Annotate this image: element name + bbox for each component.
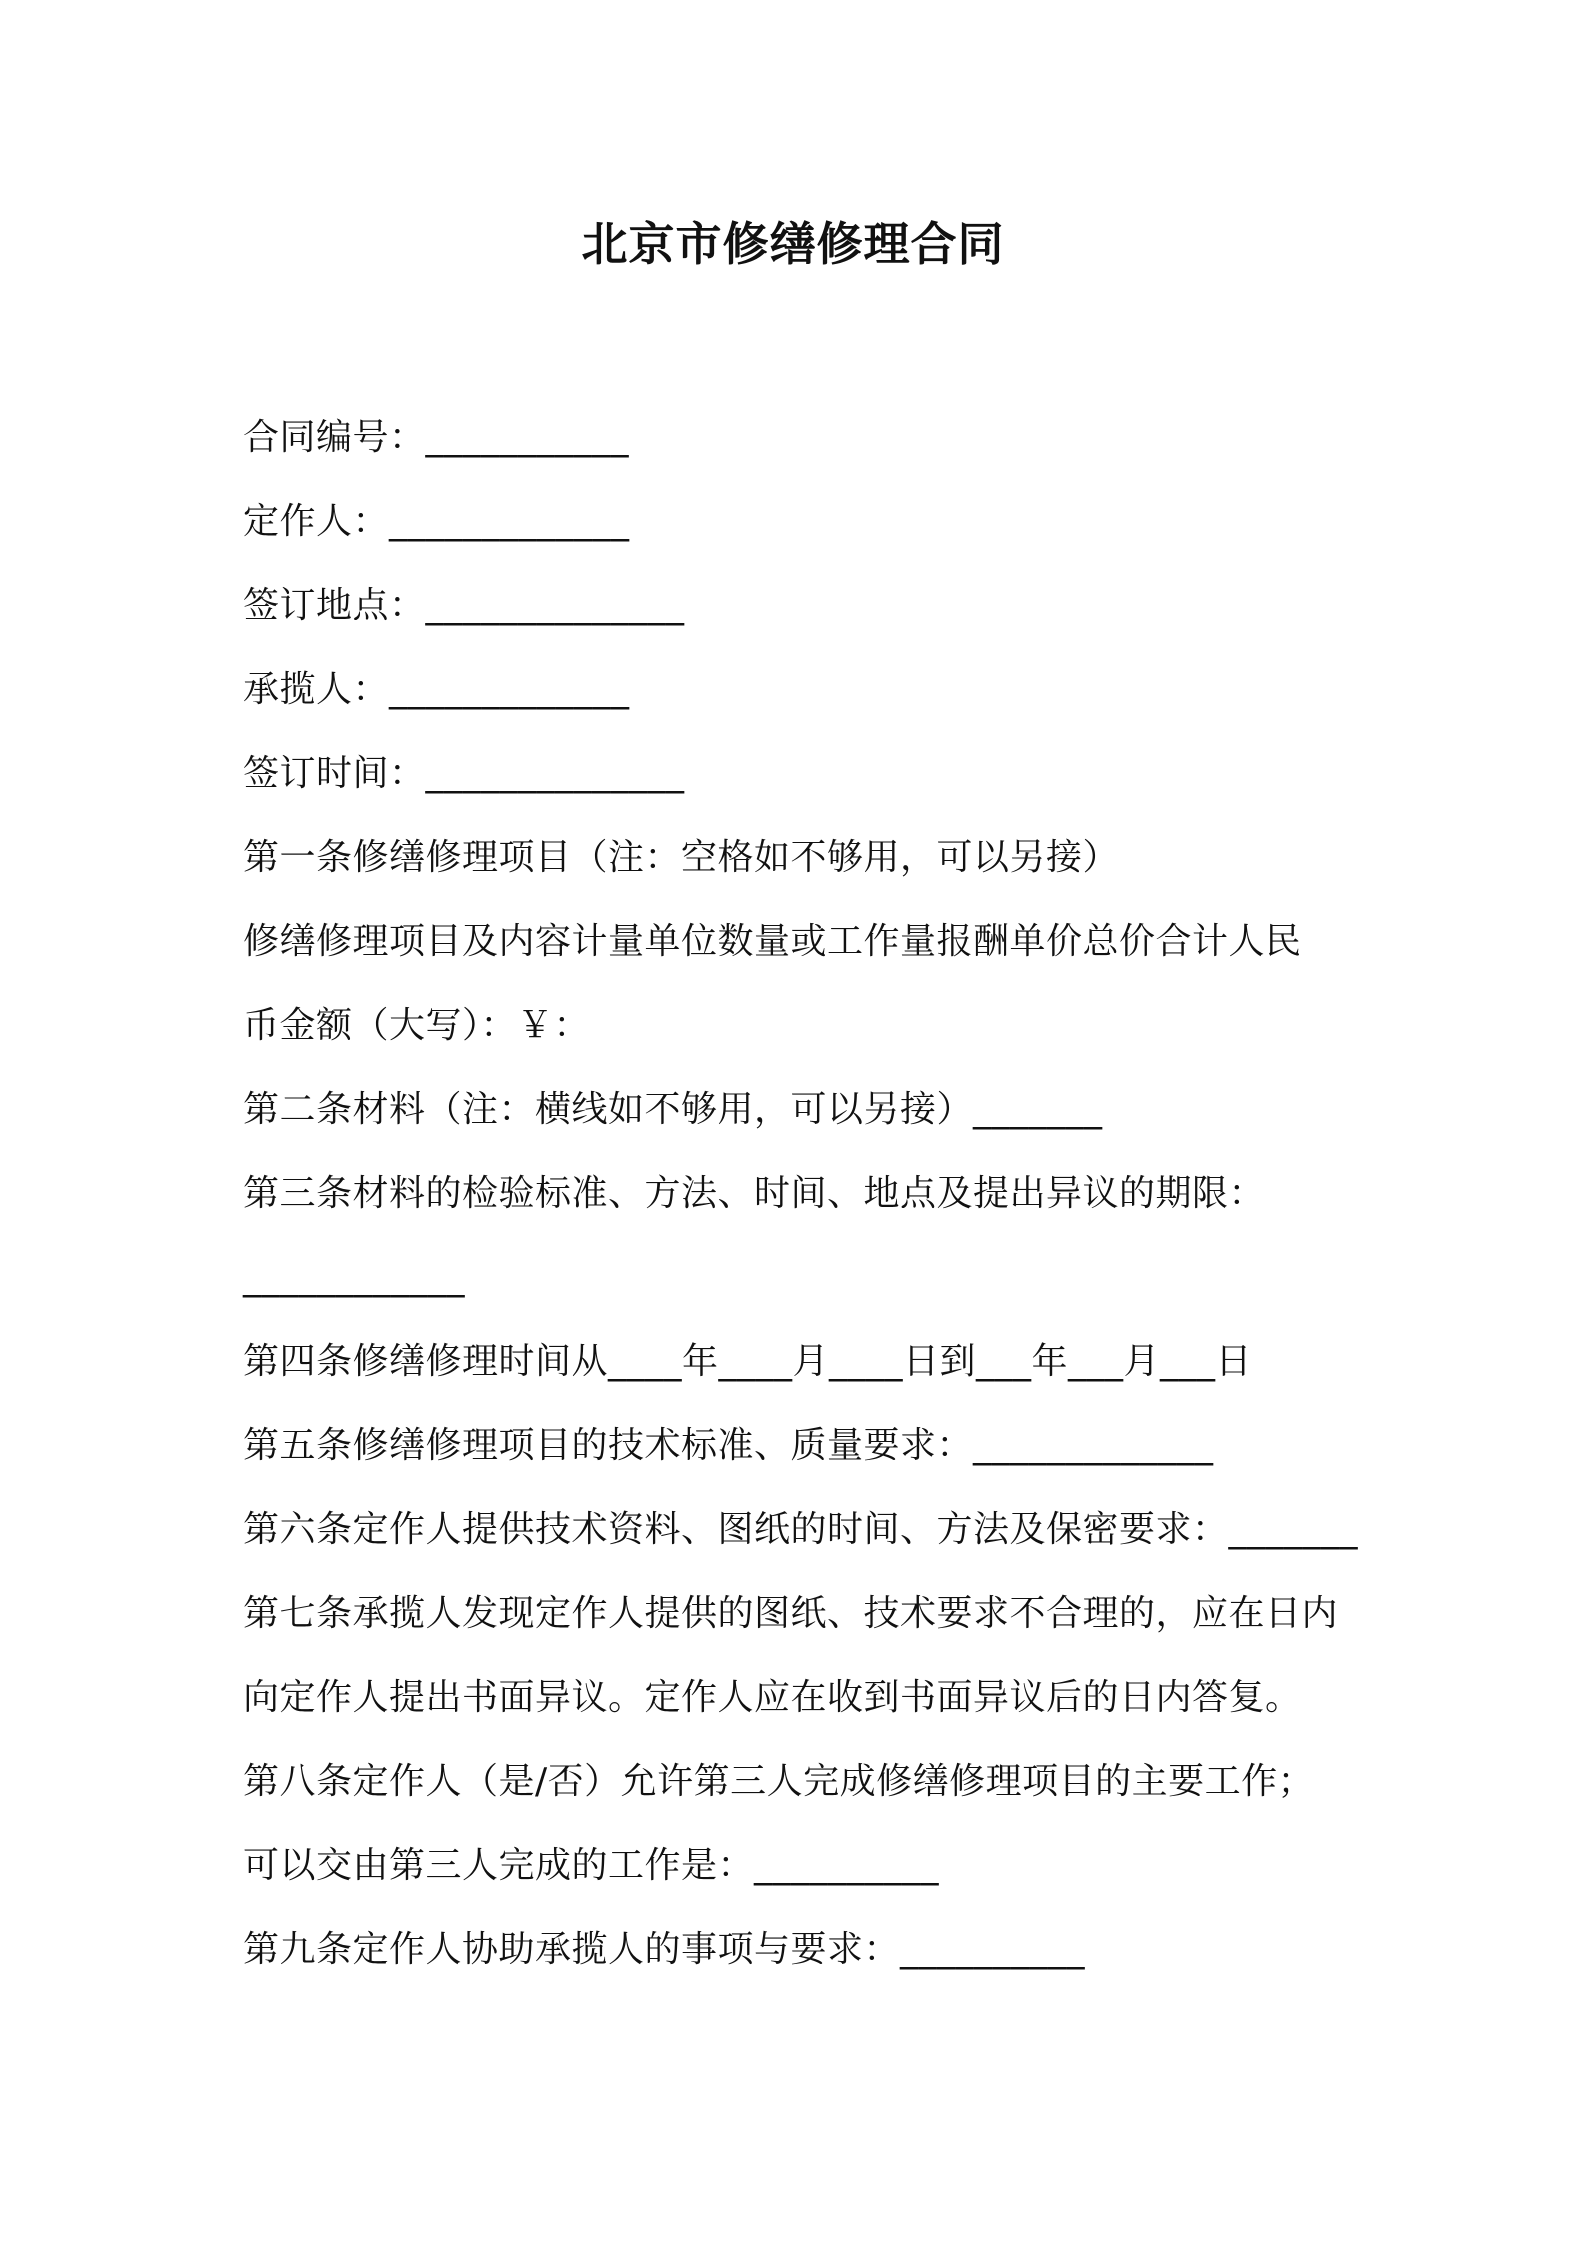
orderer-field: 定作人：_____________ — [243, 501, 630, 542]
clause-5-standards: 第五条修缮修理项目的技术标准、质量要求：_____________ — [243, 1425, 1214, 1466]
signing-place-field: 签订地点：______________ — [243, 585, 685, 626]
contractor-field: 承揽人：_____________ — [243, 669, 630, 710]
clause-6-documents: 第六条定作人提供技术资料、图纸的时间、方法及保密要求：_______ — [243, 1509, 1359, 1550]
clause-1-heading: 第一条修缮修理项目（注：空格如不够用，可以另接） — [243, 837, 1120, 878]
signing-time-field: 签订时间：______________ — [243, 753, 685, 794]
clause-1-items: 修缮修理项目及内容计量单位数量或工作量报酬单价总价合计人民 — [243, 921, 1302, 962]
clause-4-period: 第四条修缮修理时间从____年____月____日到___年___月___日 — [243, 1341, 1253, 1382]
clause-9-assistance: 第九条定作人协助承揽人的事项与要求：__________ — [243, 1929, 1086, 1970]
document-title: 北京市修缮修理合同 — [581, 217, 1005, 271]
clause-3-inspection: 第三条材料的检验标准、方法、时间、地点及提出异议的期限： — [243, 1173, 1266, 1214]
contract-number-field: 合同编号：___________ — [243, 417, 630, 458]
clause-3-blank: ____________ — [243, 1257, 465, 1298]
clause-7-reply: 向定作人提出书面异议。定作人应在收到书面异议后的日内答复。 — [243, 1677, 1302, 1718]
clause-8-work: 可以交由第三人完成的工作是：__________ — [243, 1845, 940, 1886]
clause-1-amount: 币金额（大写）：￥： — [243, 1005, 591, 1046]
clause-7-objection: 第七条承揽人发现定作人提供的图纸、技术要求不合理的，应在日内 — [243, 1593, 1339, 1634]
clause-8-third-party: 第八条定作人（是/否）允许第三人完成修缮修理项目的主要工作； — [243, 1761, 1315, 1802]
clause-2-materials: 第二条材料（注：横线如不够用，可以另接）_______ — [243, 1089, 1103, 1130]
